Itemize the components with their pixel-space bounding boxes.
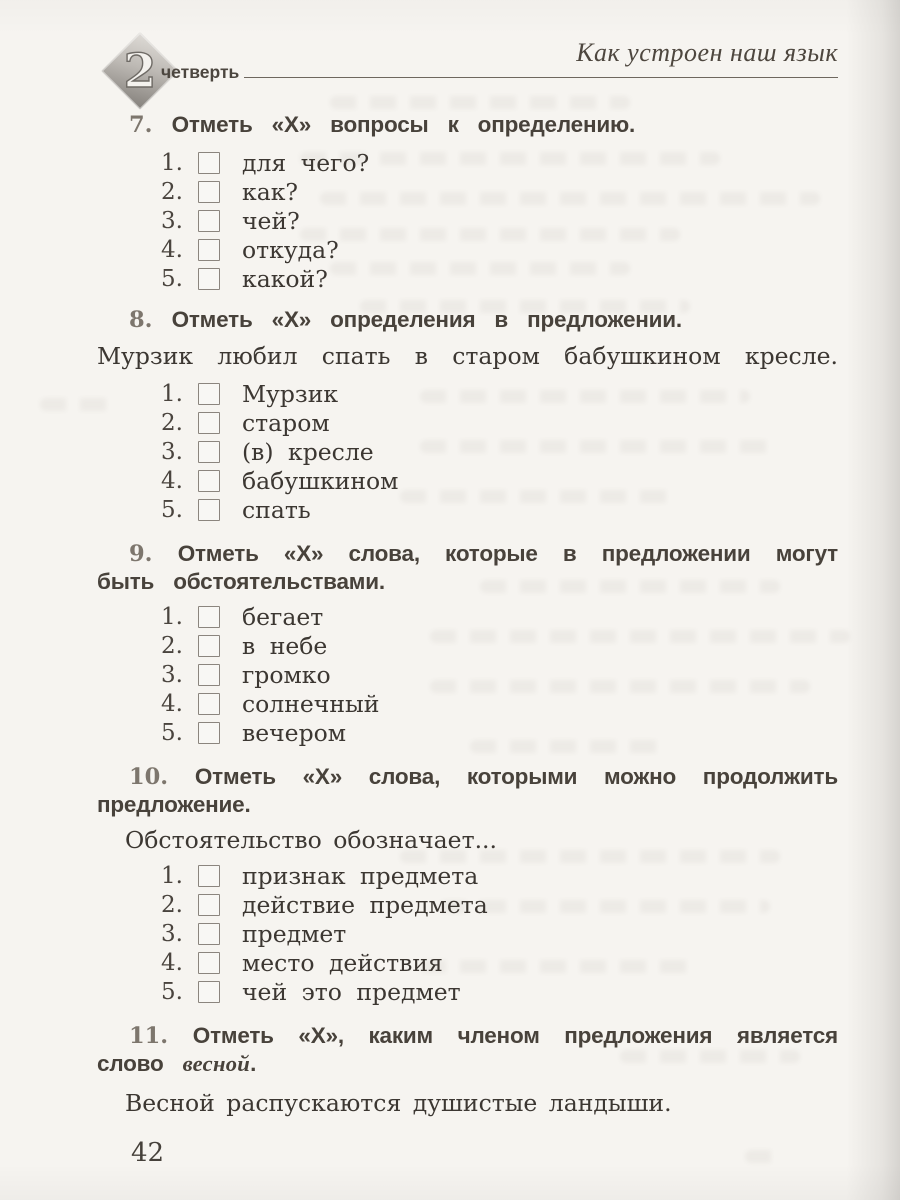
option-number: 3.: [161, 920, 183, 947]
question-8: [97, 305, 838, 524]
checkbox[interactable]: [198, 499, 220, 521]
option-label: признак предмета: [242, 861, 479, 890]
checkbox[interactable]: [198, 635, 220, 657]
question-prompt-text: Отметь «Х» слова, которые в предложении могут: [177, 541, 838, 566]
option-number: 3.: [161, 207, 183, 234]
option-row: [97, 919, 838, 948]
option-row: [97, 977, 838, 1006]
prompt-line: [97, 540, 838, 568]
question-8-sentence: Мурзик любил спать в старом бабушкином кресле.: [97, 342, 838, 370]
question-number: 11.: [129, 1023, 169, 1049]
option-row: [97, 660, 838, 689]
checkbox[interactable]: [198, 470, 220, 492]
checkbox[interactable]: [198, 441, 220, 463]
option-row: [97, 689, 838, 718]
questions-area: [97, 110, 838, 1120]
question-7-options: [97, 148, 838, 293]
option-number: 4.: [161, 690, 183, 717]
option-row: [97, 177, 838, 206]
option-row: [97, 495, 838, 524]
option-row: [97, 890, 838, 919]
option-row: [97, 264, 838, 293]
question-7: [97, 110, 838, 293]
prompt-italic-word: весной: [182, 1051, 251, 1076]
checkbox[interactable]: [198, 664, 220, 686]
option-number: 2.: [161, 632, 183, 659]
option-label: предмет: [242, 919, 347, 948]
option-number: 4.: [161, 467, 183, 494]
option-label: какой?: [242, 264, 328, 293]
option-number: 2.: [161, 178, 183, 205]
option-label: Мурзик: [242, 379, 339, 408]
checkbox[interactable]: [198, 268, 220, 290]
option-row: [97, 718, 838, 747]
option-label: для чего?: [242, 148, 370, 177]
option-number: 1.: [161, 603, 183, 630]
question-8-options: [97, 379, 838, 524]
option-number: 1.: [161, 862, 183, 889]
question-10-options: [97, 861, 838, 1006]
option-row: [97, 437, 838, 466]
option-number: 4.: [161, 949, 183, 976]
prompt-suffix: .: [250, 1051, 257, 1076]
checkbox[interactable]: [198, 894, 220, 916]
question-9-prompt: [97, 540, 838, 596]
checkbox[interactable]: [198, 693, 220, 715]
checkbox[interactable]: [198, 239, 220, 261]
question-10: [97, 763, 838, 1006]
question-11-prompt: [97, 1022, 838, 1078]
option-number: 4.: [161, 236, 183, 263]
prompt-line: быть обстоятельствами.: [97, 569, 385, 594]
option-label: спать: [242, 495, 311, 524]
option-row: [97, 235, 838, 264]
checkbox[interactable]: [198, 210, 220, 232]
question-11: [97, 1022, 838, 1120]
question-number: 8.: [129, 307, 153, 333]
header-rule-line: [244, 77, 838, 78]
option-number: 2.: [161, 891, 183, 918]
prompt-line: [97, 763, 838, 791]
option-number: 5.: [161, 978, 183, 1005]
option-label: место действия: [242, 948, 443, 977]
option-row: [97, 948, 838, 977]
option-row: [97, 206, 838, 235]
checkbox[interactable]: [198, 383, 220, 405]
option-row: [97, 602, 838, 631]
option-label: чей это предмет: [242, 977, 461, 1006]
bleed-through-smudge: [330, 96, 630, 109]
option-row: [97, 379, 838, 408]
option-number: 5.: [161, 719, 183, 746]
option-label: громко: [242, 660, 331, 689]
checkbox[interactable]: [198, 412, 220, 434]
option-number: 2.: [161, 409, 183, 436]
bleed-through-smudge: [745, 1150, 785, 1163]
option-label: бабушкином: [242, 466, 399, 495]
option-row: [97, 466, 838, 495]
checkbox[interactable]: [198, 952, 220, 974]
option-number: 5.: [161, 265, 183, 292]
option-number: 3.: [161, 438, 183, 465]
option-label: старом: [242, 408, 330, 437]
prompt-word: слово: [97, 1051, 164, 1076]
question-number: 7.: [129, 112, 153, 138]
question-number: 9.: [129, 541, 153, 567]
option-label: действие предмета: [242, 890, 488, 919]
question-11-sentence: Весной распускаются душистые ландыши.: [125, 1089, 672, 1117]
option-number: 1.: [161, 380, 183, 407]
option-row: [97, 148, 838, 177]
prompt-line: предложение.: [97, 792, 251, 817]
option-label: (в) кресле: [242, 437, 374, 466]
question-7-prompt: [97, 110, 838, 140]
option-label: как?: [242, 177, 298, 206]
prompt-line: [97, 1022, 838, 1050]
question-number: 10.: [129, 764, 169, 790]
prompt-line: [97, 1050, 838, 1078]
checkbox[interactable]: [198, 981, 220, 1003]
page-number: 42: [131, 1138, 165, 1168]
checkbox[interactable]: [198, 606, 220, 628]
question-10-prompt: [97, 763, 838, 819]
option-row: [97, 631, 838, 660]
quarter-number: 2: [123, 43, 157, 99]
question-9: [97, 540, 838, 747]
option-number: 5.: [161, 496, 183, 523]
checkbox[interactable]: [198, 152, 220, 174]
option-label: солнечный: [242, 689, 380, 718]
option-row: [97, 408, 838, 437]
option-number: 1.: [161, 149, 183, 176]
option-number: 3.: [161, 661, 183, 688]
question-9-options: [97, 602, 838, 747]
option-label: откуда?: [242, 235, 339, 264]
question-10-intro: Обстоятельство обозначает...: [125, 826, 497, 854]
question-prompt-text: Отметь «Х» вопросы к определению.: [171, 112, 636, 137]
checkbox[interactable]: [198, 923, 220, 945]
option-label: чей?: [242, 206, 300, 235]
question-prompt-text: Отметь «Х» определения в предложении.: [171, 307, 682, 332]
checkbox[interactable]: [198, 865, 220, 887]
checkbox[interactable]: [198, 722, 220, 744]
option-label: в небе: [242, 631, 328, 660]
option-row: [97, 861, 838, 890]
question-prompt-text: Отметь «Х», каким членом предложения является: [192, 1023, 838, 1048]
option-label: вечером: [242, 718, 347, 747]
option-label: бегает: [242, 602, 324, 631]
question-8-prompt: [97, 305, 838, 335]
question-prompt-text: Отметь «Х» слова, которыми можно продолжить: [194, 764, 838, 789]
subject-title: Как устроен наш язык: [576, 38, 838, 67]
checkbox[interactable]: [198, 181, 220, 203]
quarter-label: четверть: [161, 62, 240, 82]
